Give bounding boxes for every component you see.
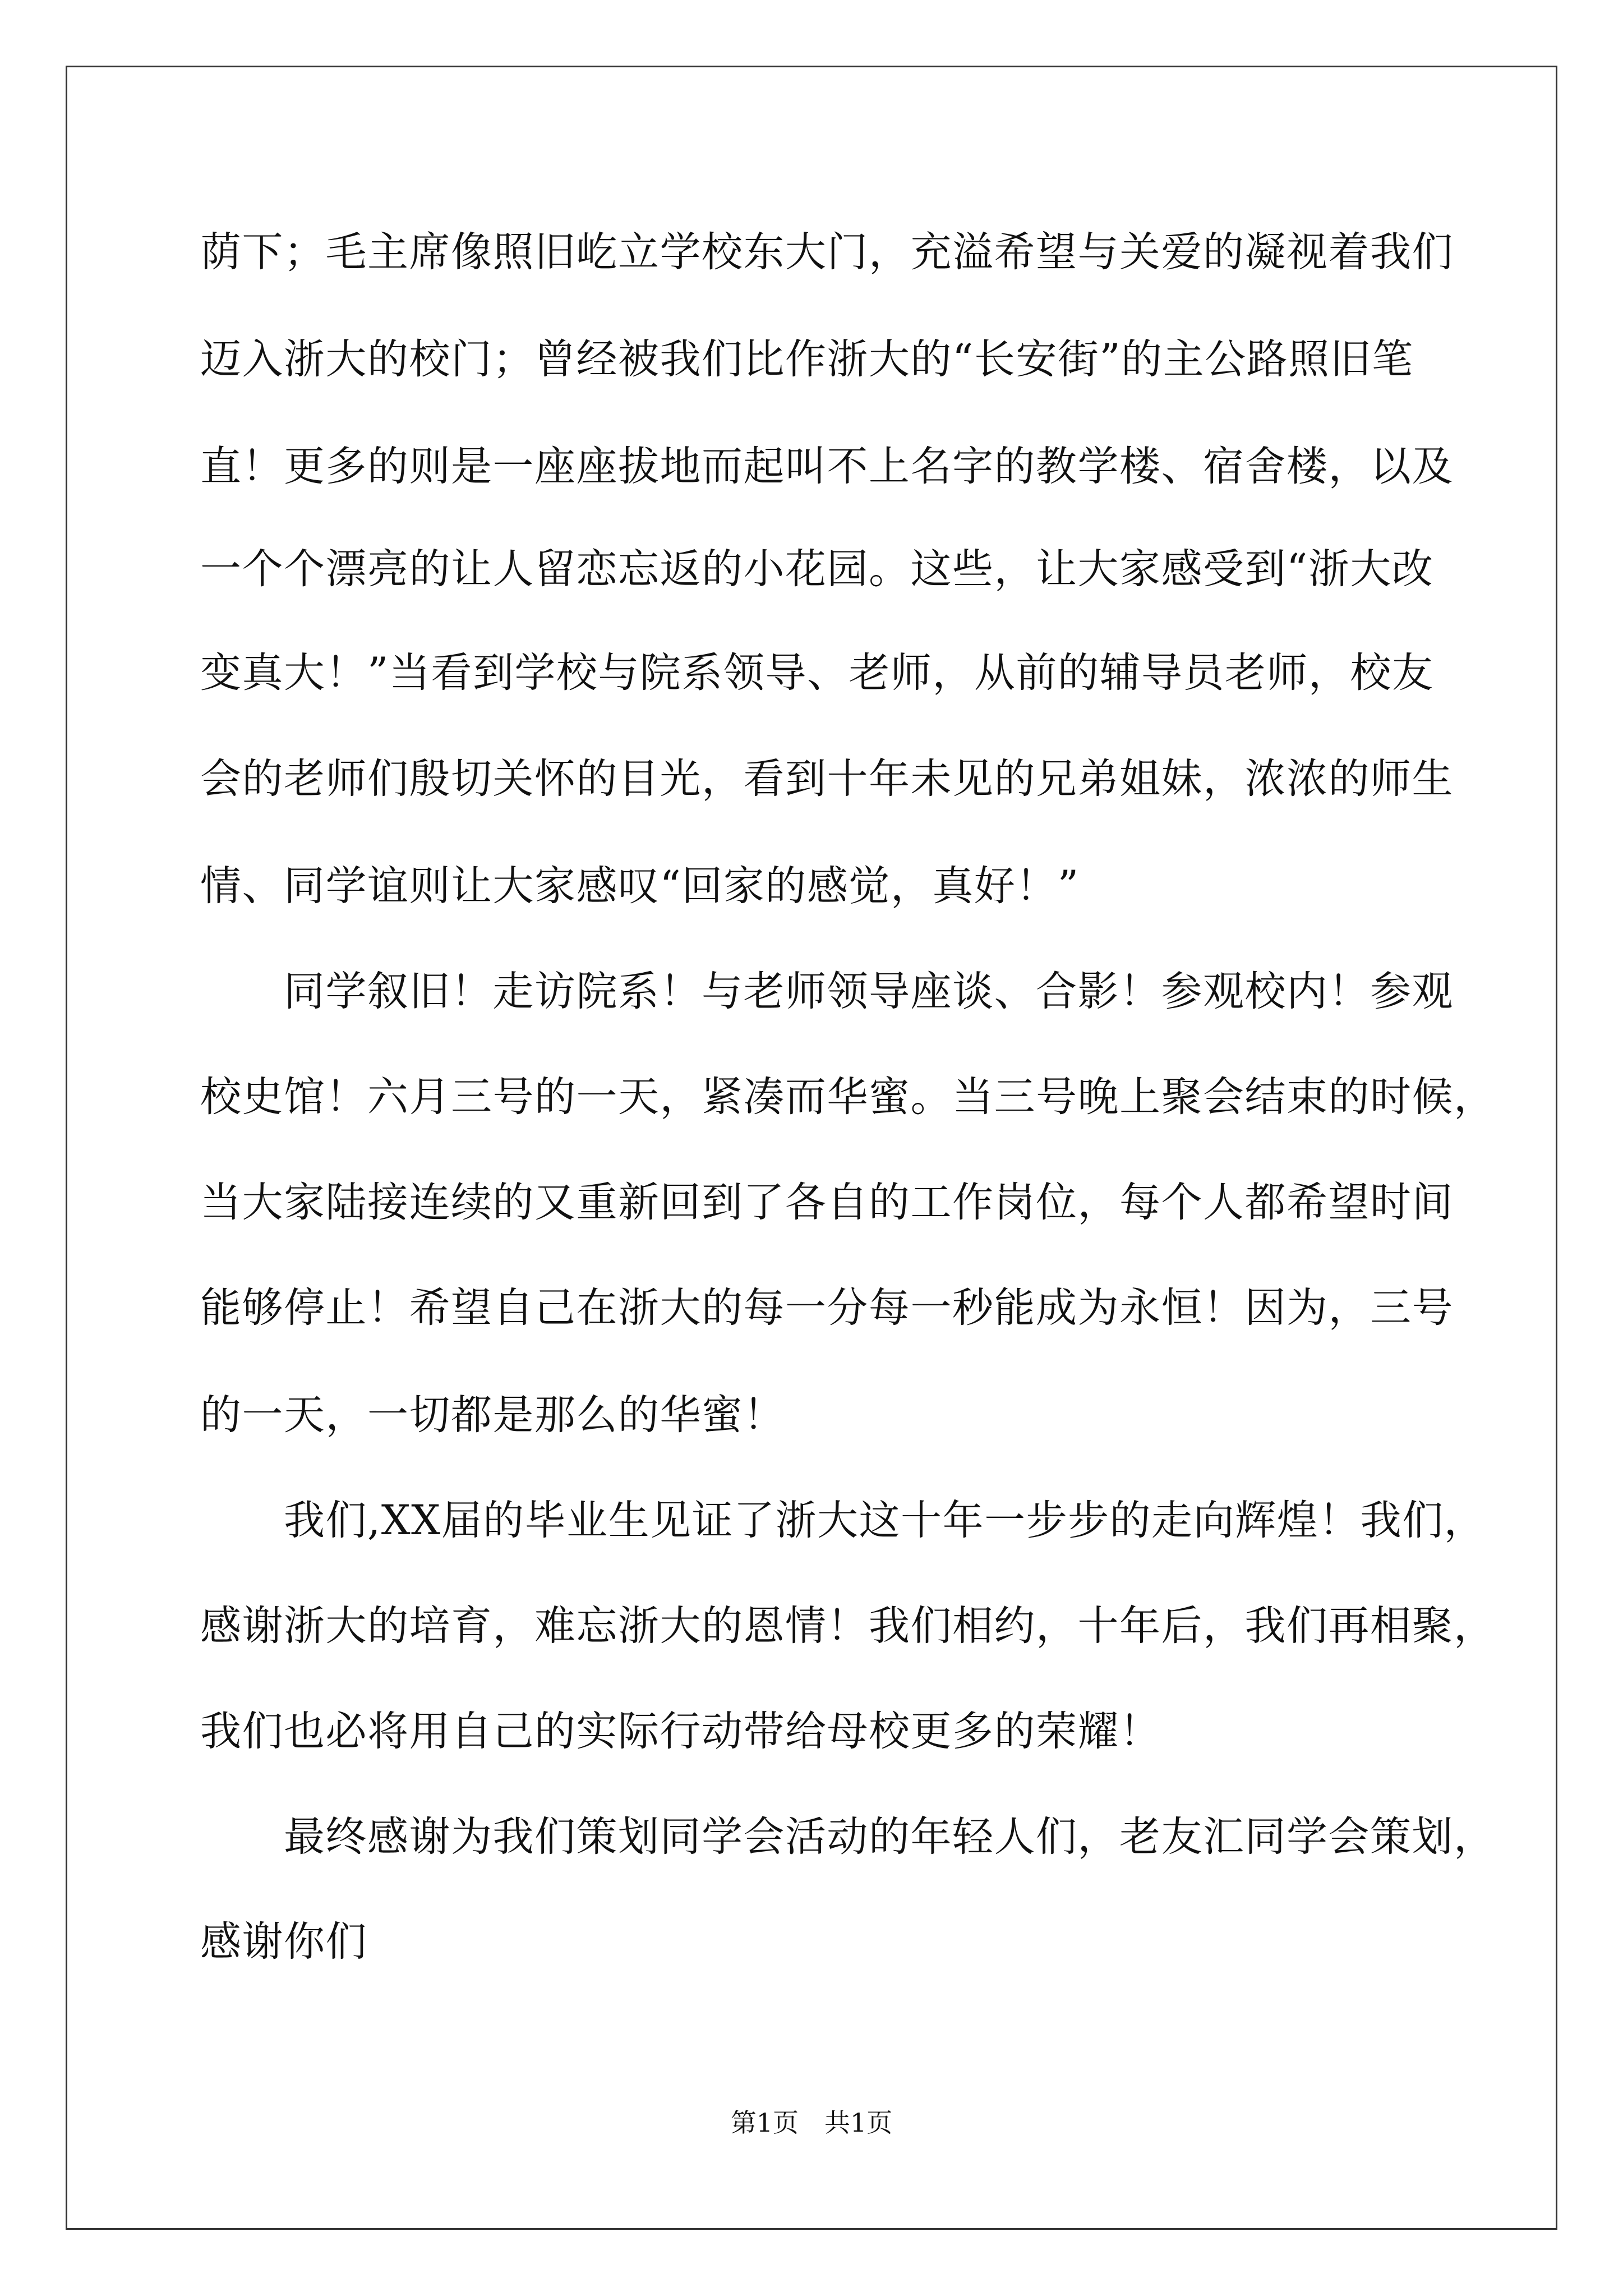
text-line: 我们也必将用自己的实际行动带给母校更多的荣耀！ <box>200 1708 1161 1755</box>
page-footer: 第1页 共1页 <box>730 2108 893 2138</box>
text-line: 同学叙旧！走访院系！与老师领导座谈、合影！参观校内！参观 <box>200 968 1454 1015</box>
text-line: 会的老师们殷切关怀的目光，看到十年未见的兄弟姐妹，浓浓的师生 <box>200 755 1454 803</box>
text-line: 感谢你们 <box>200 1918 367 1966</box>
text-line: 一个个漂亮的让人留恋忘返的小花园。这些，让大家感受到“浙大改 <box>200 545 1434 593</box>
text-line: 最终感谢为我们策划同学会活动的年轻人们，老友汇同学会策划， <box>200 1813 1496 1861</box>
text-line: 迈入浙大的校门；曾经被我们比作浙大的“长安街”的主公路照旧笔 <box>200 335 1414 383</box>
text-line: 当大家陆接连续的又重新回到了各自的工作岗位，每个人都希望时间 <box>200 1179 1454 1226</box>
page-border <box>66 66 1557 2230</box>
text-line: 直！更多的则是一座座拔地而起叫不上名字的教学楼、宿舍楼，以及 <box>200 443 1454 490</box>
text-line: 荫下；毛主席像照旧屹立学校东大门，充溢希望与关爱的凝视着我们 <box>200 228 1454 276</box>
text-line: 变真大！”当看到学校与院系领导、老师，从前的辅导员老师，校友 <box>200 649 1434 697</box>
text-line: 我们,XX届的毕业生见证了浙大这十年一步步的走向辉煌！我们， <box>200 1497 1486 1544</box>
text-line: 能够停止！希望自己在浙大的每一分每一秒能成为永恒！因为，三号 <box>200 1284 1454 1332</box>
text-line: 感谢浙大的培育，难忘浙大的恩情！我们相约，十年后，我们再相聚， <box>200 1602 1496 1650</box>
text-line: 情、同学谊则让大家感叹“回家的感觉，真好！” <box>200 862 1080 910</box>
text-line: 的一天，一切都是那么的华蜜！ <box>200 1391 785 1439</box>
text-line: 校史馆！六月三号的一天，紧凑而华蜜。当三号晚上聚会结束的时候， <box>200 1073 1496 1121</box>
